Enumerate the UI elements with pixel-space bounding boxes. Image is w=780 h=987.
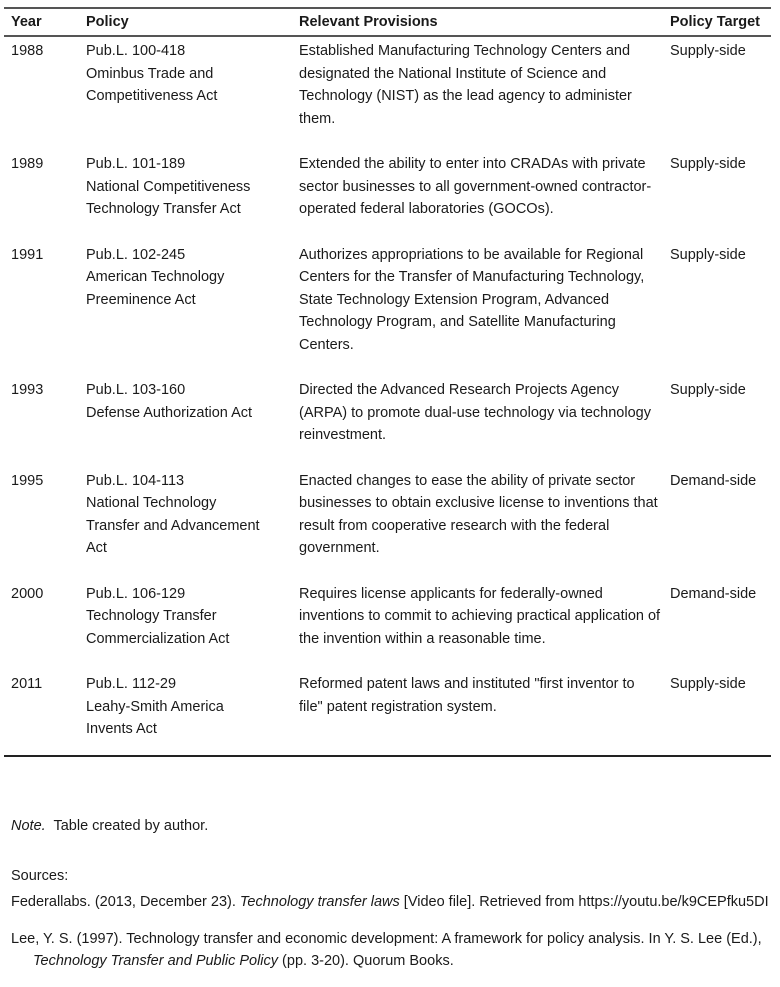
public-law-number: Pub.L. 103-160 [86, 382, 186, 398]
table-header-row [4, 8, 771, 36]
cell-policy-target: Demand-side [670, 472, 757, 489]
reference-item: Federallabs. (2013, December 23). Technology transfer laws [Video file]. Retrieved from https://youtu.be/k9CEPfku5DI [11, 894, 769, 910]
table-row [4, 469, 771, 582]
table-notes [11, 815, 776, 987]
cell-year: 2000 [11, 585, 44, 602]
act-name-line: Act [86, 540, 107, 556]
sources-label: Sources: [11, 867, 69, 884]
cell-policy [86, 243, 299, 379]
cell-policy-target: Supply-side [670, 43, 746, 59]
cell-year: 1989 [11, 156, 44, 172]
act-name-line: Technology Transfer [86, 608, 217, 624]
header-provisions: Relevant Provisions [299, 8, 670, 36]
cell-provisions: Requires license applicants for federally-owned inventions to commit to achieving practical application of the invention within a reasonable time. [299, 585, 661, 647]
act-name-line: Preeminence Act [86, 291, 196, 308]
cell-policy-target: Supply-side [670, 382, 746, 398]
header-policy: Policy [86, 8, 299, 36]
act-name-line: National Technology [86, 495, 217, 511]
cell-policy [86, 36, 299, 152]
cell-year: 1993 [11, 382, 44, 398]
reference-title: Technology transfer laws [239, 894, 400, 910]
act-name-line: Defense Authorization Act [86, 404, 253, 421]
cell-provisions: Extended the ability to enter into CRADAs with private sector businesses to all government-owned contractor-operated federal laboratories (GOCOs). [299, 156, 652, 217]
cell-policy-target: Supply-side [670, 676, 746, 692]
public-law-number: Pub.L. 104-113 [86, 472, 185, 489]
table-row [4, 378, 771, 469]
act-name-line: Invents Act [86, 721, 157, 737]
cell-policy-target: Supply-side [670, 246, 746, 263]
act-name-line: American Technology [86, 269, 225, 285]
act-name-line: National Competitiveness [86, 178, 251, 195]
public-law-number: Pub.L. 101-189 [86, 156, 186, 172]
cell-policy [86, 378, 299, 469]
public-law-number: Pub.L. 100-418 [86, 43, 186, 59]
table-row [4, 152, 771, 243]
cell-policy-target: Demand-side [670, 585, 757, 602]
cell-policy [86, 469, 299, 582]
header-year: Year [4, 8, 86, 36]
public-law-number: Pub.L. 112-29 [86, 676, 177, 692]
cell-policy [86, 672, 299, 756]
cell-policy-target: Supply-side [670, 156, 746, 172]
cell-year: 1988 [11, 43, 44, 59]
cell-year: 1995 [11, 472, 44, 489]
cell-year: 2011 [11, 676, 43, 692]
act-name-line: Leahy-Smith America [86, 698, 224, 715]
cell-provisions: Enacted changes to ease the ability of private sector businesses to obtain exclusive license to inventions that result from cooperative research with the federal government. [299, 472, 658, 556]
header-target: Policy Target [670, 8, 771, 36]
act-name-line: Commercialization Act [86, 630, 230, 647]
note-text: Table created by author. [53, 818, 209, 834]
table-row [4, 582, 771, 673]
reference-item: Lee, Y. S. (1997). Technology transfer and economic development: A framework for policy analysis. In Y. S. Lee (Ed.), Technology Transfer and Public Policy (pp. 3-20). Quorum Books. [11, 930, 762, 969]
cell-year: 1991 [11, 246, 44, 263]
table-row [4, 243, 771, 379]
reference-title: Technology Transfer and Public Policy [33, 953, 279, 969]
cell-provisions: Reformed patent laws and instituted "first inventor to file" patent registration system. [299, 676, 635, 715]
cell-provisions: Authorizes appropriations to be available for Regional Centers for the Transfer of Manufacturing Technology, State Technology Extension Program, Advanced Technology Program, and Satellite Manufacturing Centers. [299, 246, 645, 353]
note-label: Note. [11, 818, 46, 834]
cell-provisions: Established Manufacturing Technology Centers and designated the National Institute of Science and Technology (NIST) as the lead agency to administer them. [299, 43, 632, 127]
act-name-line: Technology Transfer Act [86, 201, 241, 217]
cell-policy [86, 152, 299, 243]
act-name-line: Ominbus Trade and [86, 65, 214, 82]
public-law-number: Pub.L. 106-129 [86, 585, 186, 602]
act-name-line: Transfer and Advancement [86, 517, 260, 534]
table-note [11, 815, 776, 838]
table-row [4, 36, 771, 152]
act-name-line: Competitiveness Act [86, 88, 218, 104]
policy-table [4, 7, 771, 757]
public-law-number: Pub.L. 102-245 [86, 246, 186, 263]
cell-provisions: Directed the Advanced Research Projects Agency (ARPA) to promote dual-use technology via technology reinvestment. [299, 382, 651, 443]
table-row [4, 672, 771, 756]
cell-policy [86, 582, 299, 673]
